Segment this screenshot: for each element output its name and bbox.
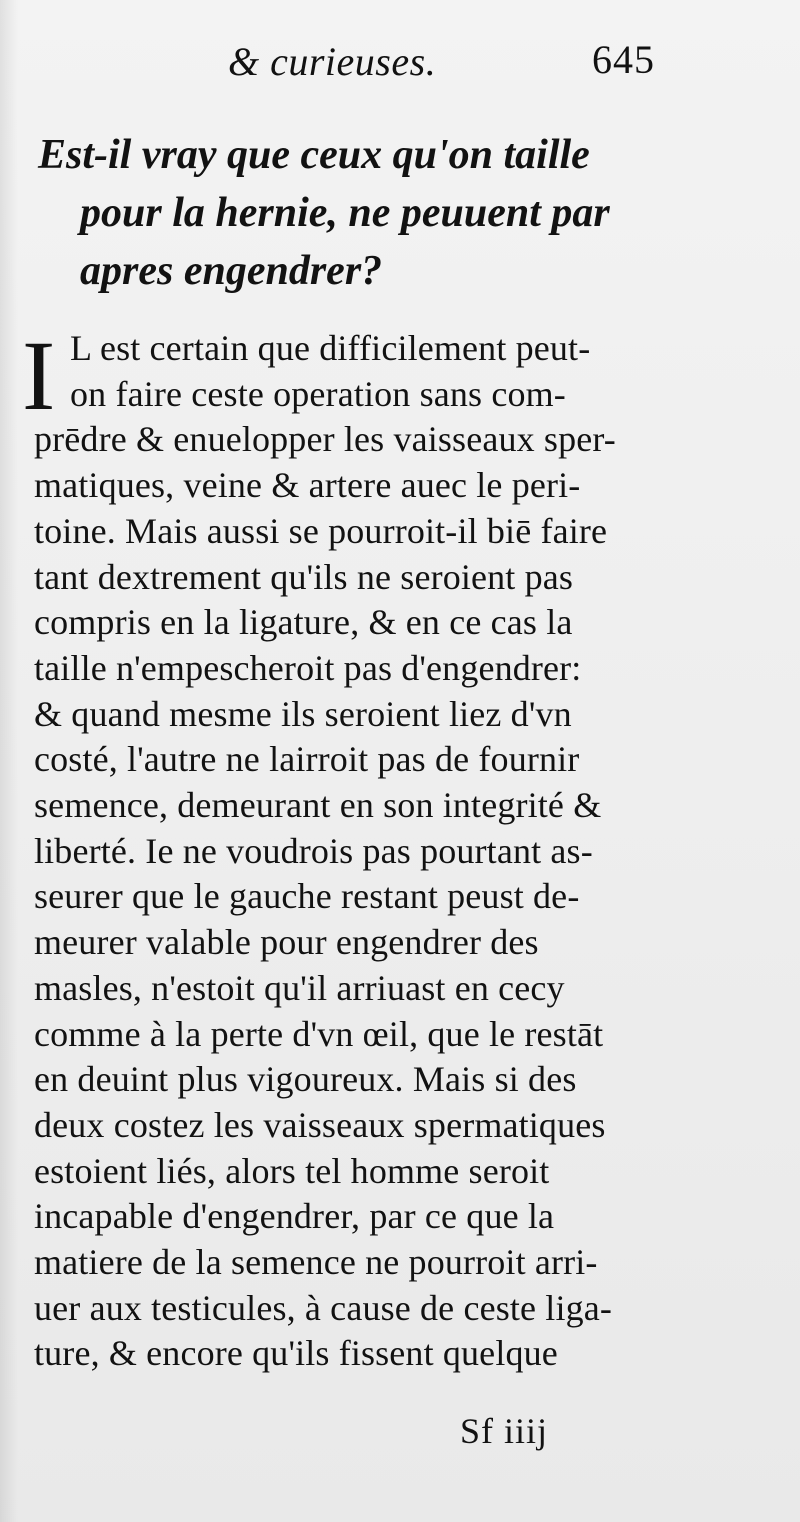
body-line: ture, & encore qu'ils fissent quelque <box>34 1333 558 1374</box>
body-line: estoient liés, alors tel homme seroit <box>34 1150 550 1191</box>
body-line: deux costez les vaisseaux spermatiques <box>34 1104 606 1145</box>
body-line: prēdre & enuelopper les vaisseaux sper- <box>34 419 616 460</box>
body-line: comme à la perte d'vn œil, que le restāt <box>34 1013 604 1054</box>
title-line-2: pour la hernie, ne peuuent par <box>80 190 610 236</box>
body-line: & quand mesme ils seroient liez d'vn <box>34 693 572 734</box>
body-line: compris en la ligature, & en ce cas la <box>34 602 573 643</box>
body-line: incapable d'engendrer, par ce que la <box>34 1196 555 1237</box>
body-line: meurer valable pour engendrer des <box>34 922 539 963</box>
body-line: liberté. Ie ne voudrois pas pourtant as- <box>34 830 593 871</box>
drop-cap: I <box>22 320 56 431</box>
body-line: en deuint plus vigoureux. Mais si des <box>34 1059 577 1100</box>
body-line: matiques, veine & artere auec le peri- <box>34 465 581 506</box>
title-line-1: Est-il vray que ceux qu'on taille <box>38 132 590 178</box>
title-line-3: apres engendrer? <box>80 248 383 294</box>
body-line: semence, demeurant en son integrité & <box>34 785 602 825</box>
body-line: uer aux testicules, à cause de ceste liga- <box>34 1287 613 1328</box>
page-number: 645 <box>592 37 655 82</box>
running-header: & curieuses. <box>228 39 437 84</box>
body-line: costé, l'autre ne lairroit pas de fournir <box>34 739 580 780</box>
body-line: seurer que le gauche restant peust de- <box>34 876 580 917</box>
body-line: masles, n'estoit qu'il arriuast en cecy <box>34 967 565 1008</box>
body-line: matiere de la semence ne pourroit arri- <box>34 1242 598 1282</box>
body-line: toine. Mais aussi se pourroit-il biē faire <box>34 510 608 551</box>
signature-mark: Sf iiij <box>460 1411 549 1451</box>
body-line: taille n'empescheroit pas d'engendrer: <box>34 647 582 688</box>
body-line: tant dextrement qu'ils ne seroient pas <box>34 556 574 597</box>
body-line: L est certain que difficilement peut- <box>70 328 591 368</box>
body-line: on faire ceste operation sans com- <box>70 373 566 414</box>
